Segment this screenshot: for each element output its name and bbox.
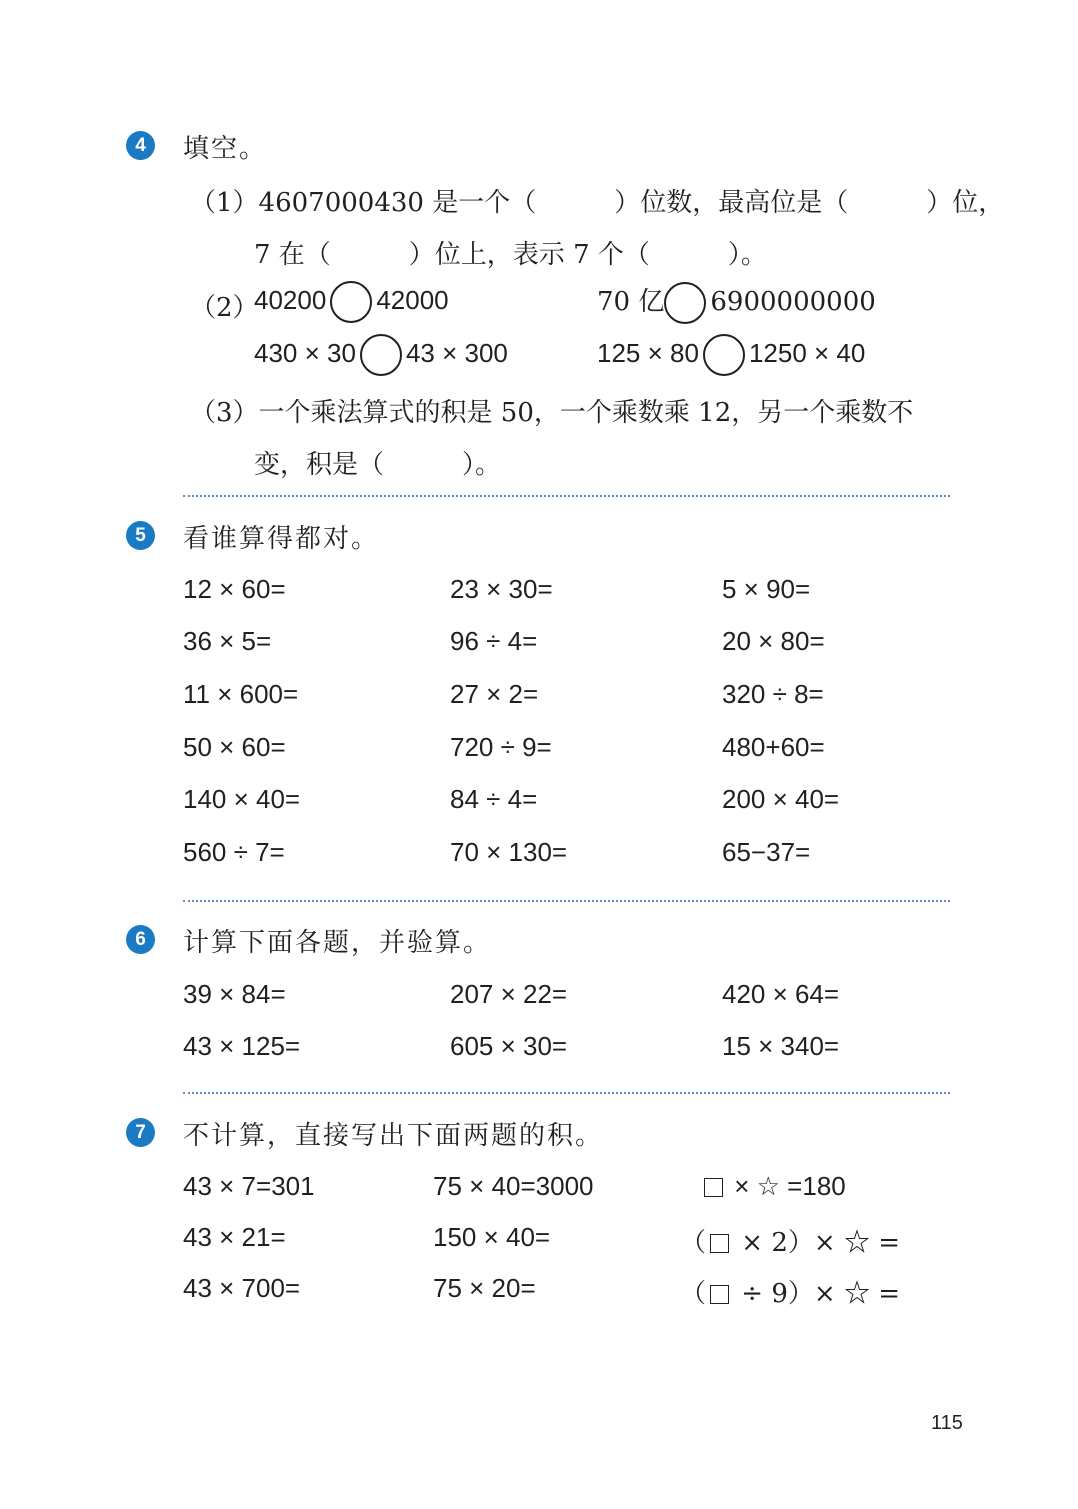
exercise-item: 20 × 80= [722, 626, 825, 656]
compare-left: 125 × 80 [597, 337, 699, 368]
expression-item [700, 1171, 846, 1202]
question-number-badge: 5 [126, 521, 155, 550]
exercise-item: 420 × 64= [722, 979, 840, 1009]
exercise-item: 560 ÷ 7= [183, 837, 285, 867]
exercise-item: 75 × 40=3000 [433, 1171, 594, 1201]
paren-open: （ [680, 1228, 707, 1258]
question-title: 不计算，直接写出下面两题的积。 [183, 1121, 604, 1151]
compare-item [254, 281, 449, 323]
compare-left: 430 × 30 [254, 337, 356, 368]
exercise-item: 27 × 2= [450, 679, 539, 709]
exercise-item: 12 × 60= [183, 574, 286, 604]
question-label: （2） [190, 293, 259, 323]
exercise-item: 480+60= [722, 732, 825, 762]
exercise-item: 15 × 340= [722, 1031, 840, 1061]
expression-result: = [869, 1228, 901, 1258]
expression-result: = [869, 1279, 901, 1309]
exercise-item: 23 × 30= [450, 574, 553, 604]
exercise-item: 43 × 700= [183, 1273, 301, 1303]
star-icon: ☆ [843, 1279, 870, 1309]
exercise-item: 720 ÷ 9= [450, 732, 552, 762]
exercise-item: 200 × 40= [722, 784, 840, 814]
exercise-item: 96 ÷ 4= [450, 626, 538, 656]
expression-item [680, 1273, 900, 1310]
exercise-item: 605 × 30= [450, 1031, 568, 1061]
star-icon: ☆ [843, 1228, 870, 1258]
question-text: 7 在（ ）位上，表示 7 个（ ）。 [254, 240, 767, 270]
question-title: 计算下面各题，并验算。 [183, 928, 492, 958]
question-title: 填空。 [183, 134, 268, 164]
compare-item [254, 334, 508, 376]
question-title: 看谁算得都对。 [183, 524, 380, 554]
exercise-item: 150 × 40= [433, 1222, 551, 1252]
question-number-badge: 6 [126, 925, 155, 954]
exercise-item: 50 × 60= [183, 732, 286, 762]
compare-item [597, 281, 876, 324]
question-text: （1）4607000430 是一个（ ）位数，最高位是（ ）位， [190, 188, 1005, 218]
question-text: （3）一个乘法算式的积是 50，一个乘数乘 12，另一个乘数不 [190, 398, 914, 428]
compare-item [597, 334, 865, 376]
question-number-badge: 4 [126, 131, 155, 160]
compare-right: 6900000000 [710, 287, 876, 317]
exercise-item: 39 × 84= [183, 979, 286, 1009]
compare-right: 42000 [376, 284, 449, 315]
exercise-item: 320 ÷ 8= [722, 679, 824, 709]
square-blank-icon [710, 1234, 729, 1253]
exercise-item: 11 × 600= [183, 679, 299, 709]
exercise-item: 5 × 90= [722, 574, 811, 604]
compare-circle-blank[interactable] [360, 334, 402, 376]
exercise-item: 36 × 5= [183, 626, 272, 656]
exercise-item: 70 × 130= [450, 837, 568, 867]
square-blank-icon [710, 1285, 729, 1304]
compare-left: 70 亿 [597, 287, 665, 317]
operator-text: ÷ 9）× [733, 1279, 844, 1309]
exercise-item: 65−37= [722, 837, 811, 867]
operator-text: × 2）× [733, 1228, 844, 1258]
compare-circle-blank[interactable] [703, 334, 745, 376]
exercise-item: 43 × 21= [183, 1222, 286, 1252]
compare-right: 1250 × 40 [748, 337, 866, 368]
page-number: 115 [931, 1412, 963, 1434]
compare-left: 40200 [254, 284, 327, 315]
paren-open: （ [680, 1279, 707, 1309]
star-icon: ☆ [756, 1171, 780, 1201]
section-separator [183, 900, 950, 902]
expression-result: =180 [779, 1171, 846, 1201]
section-separator [183, 495, 950, 497]
compare-right: 43 × 300 [405, 337, 508, 368]
operator-text: × [727, 1171, 757, 1201]
expression-item [680, 1222, 900, 1259]
section-separator [183, 1092, 950, 1094]
exercise-item: 140 × 40= [183, 784, 301, 814]
square-blank-icon [704, 1178, 723, 1197]
question-number-badge: 7 [126, 1118, 155, 1147]
exercise-item: 207 × 22= [450, 979, 568, 1009]
question-text: 变，积是（ ）。 [254, 450, 502, 480]
exercise-item: 84 ÷ 4= [450, 784, 538, 814]
compare-circle-blank[interactable] [330, 281, 372, 323]
exercise-item: 75 × 20= [433, 1273, 536, 1303]
compare-circle-blank[interactable] [664, 282, 706, 324]
exercise-item: 43 × 125= [183, 1031, 301, 1061]
exercise-item: 43 × 7=301 [183, 1171, 315, 1201]
